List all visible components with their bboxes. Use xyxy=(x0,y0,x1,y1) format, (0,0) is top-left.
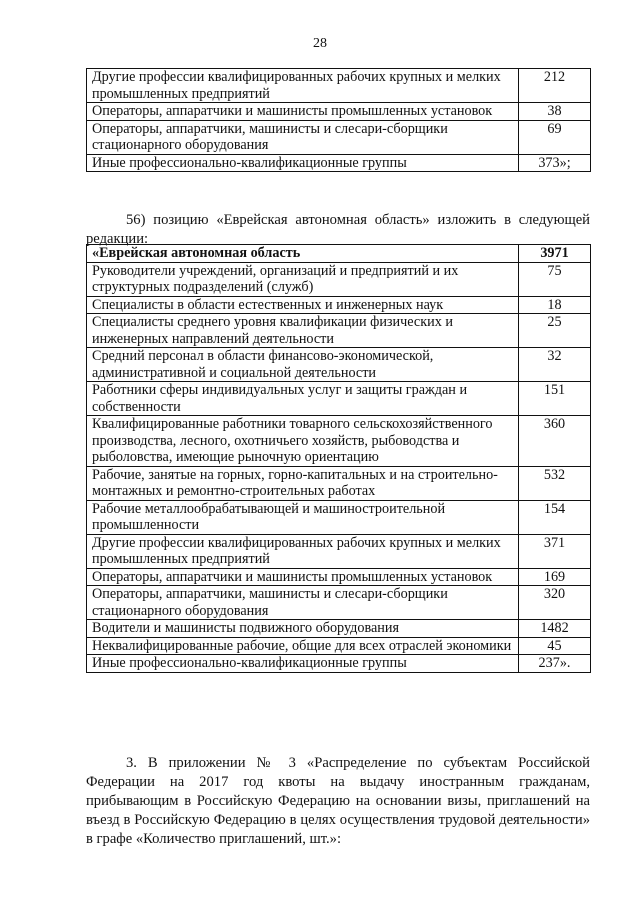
profession-cell: Операторы, аппаратчики, машинисты и слесари-сборщики стационарного оборудования xyxy=(87,120,519,154)
region-name-cell: «Еврейская автономная область xyxy=(87,245,519,263)
quota-cell: 25 xyxy=(519,314,591,348)
profession-cell: Специалисты среднего уровня квалификации физических и инженерных направлений деятельности xyxy=(87,314,519,348)
table-row xyxy=(87,466,591,500)
profession-cell: Специалисты в области естественных и инженерных наук xyxy=(87,296,519,314)
profession-cell: Операторы, аппаратчики и машинисты промышленных установок xyxy=(87,568,519,586)
quota-cell: 373»; xyxy=(519,154,591,172)
table-row xyxy=(87,154,591,172)
table-row xyxy=(87,500,591,534)
quota-cell: 360 xyxy=(519,416,591,467)
quota-cell: 212 xyxy=(519,69,591,103)
quota-cell: 1482 xyxy=(519,620,591,638)
profession-cell: Работники сферы индивидуальных услуг и защиты граждан и собственности xyxy=(87,382,519,416)
region-total-cell: 3971 xyxy=(519,245,591,263)
profession-cell: Операторы, аппаратчики и машинисты промышленных установок xyxy=(87,103,519,121)
table-row xyxy=(87,620,591,638)
profession-cell: Иные профессионально-квалификационные группы xyxy=(87,655,519,673)
quota-cell: 75 xyxy=(519,262,591,296)
profession-cell: Другие профессии квалифицированных рабочих крупных и мелких промышленных предприятий xyxy=(87,69,519,103)
quota-cell: 18 xyxy=(519,296,591,314)
quota-cell: 69 xyxy=(519,120,591,154)
profession-cell: Иные профессионально-квалификационные группы xyxy=(87,154,519,172)
profession-cell: Квалифицированные работники товарного сельскохозяйственного производства, лесного, охотничьего хозяйств, рыбоводства и рыболовства, имеющие рыночную ориентацию xyxy=(87,416,519,467)
table-row xyxy=(87,348,591,382)
quota-cell: 169 xyxy=(519,568,591,586)
quota-cell: 320 xyxy=(519,586,591,620)
table-row xyxy=(87,262,591,296)
profession-cell: Рабочие металлообрабатывающей и машиностроительной промышленности xyxy=(87,500,519,534)
table-row xyxy=(87,120,591,154)
table-row xyxy=(87,314,591,348)
quota-cell: 532 xyxy=(519,466,591,500)
profession-cell: Неквалифицированные рабочие, общие для всех отраслей экономики xyxy=(87,637,519,655)
profession-cell: Средний персонал в области финансово-экономической, административной и социальной деятельности xyxy=(87,348,519,382)
quota-cell: 45 xyxy=(519,637,591,655)
jewish-autonomous-region-table xyxy=(86,244,591,673)
table-row xyxy=(87,568,591,586)
profession-cell: Водители и машинисты подвижного оборудования xyxy=(87,620,519,638)
table-row xyxy=(87,416,591,467)
quota-cell: 151 xyxy=(519,382,591,416)
page-number: 28 xyxy=(313,36,327,51)
profession-cell: Операторы, аппаратчики, машинисты и слесари-сборщики стационарного оборудования xyxy=(87,586,519,620)
table-row xyxy=(87,382,591,416)
profession-cell: Руководители учреждений, организаций и предприятий и их структурных подразделений (служб) xyxy=(87,262,519,296)
quota-cell: 237». xyxy=(519,655,591,673)
profession-cell: Другие профессии квалифицированных рабочих крупных и мелких промышленных предприятий xyxy=(87,534,519,568)
appendix-paragraph: 3. В приложении № 3 «Распределение по субъектам Российской Федерации на 2017 год квоты на выдачу иностранным гражданам, прибывающим в Российскую Федерацию на основании визы, приглашений на въезд в Российскую Федерацию в целях осуществления трудовой деятельности» в графе «Количество приглашений, шт.»: xyxy=(86,755,590,847)
profession-cell: Рабочие, занятые на горных, горно-капитальных и на строительно-монтажных и ремонтно-строительных работах xyxy=(87,466,519,500)
quota-cell: 32 xyxy=(519,348,591,382)
quota-cell: 371 xyxy=(519,534,591,568)
table-header-row xyxy=(87,245,591,263)
table-row xyxy=(87,586,591,620)
table-row xyxy=(87,637,591,655)
quota-cell: 38 xyxy=(519,103,591,121)
table-row xyxy=(87,296,591,314)
table-row xyxy=(87,103,591,121)
amendment-paragraph: 56) позицию «Еврейская автономная область» изложить в следующей редакции: xyxy=(86,212,590,247)
table-row xyxy=(87,69,591,103)
table-row xyxy=(87,655,591,673)
table-row xyxy=(87,534,591,568)
quota-cell: 154 xyxy=(519,500,591,534)
quota-table-continuation xyxy=(86,68,591,172)
